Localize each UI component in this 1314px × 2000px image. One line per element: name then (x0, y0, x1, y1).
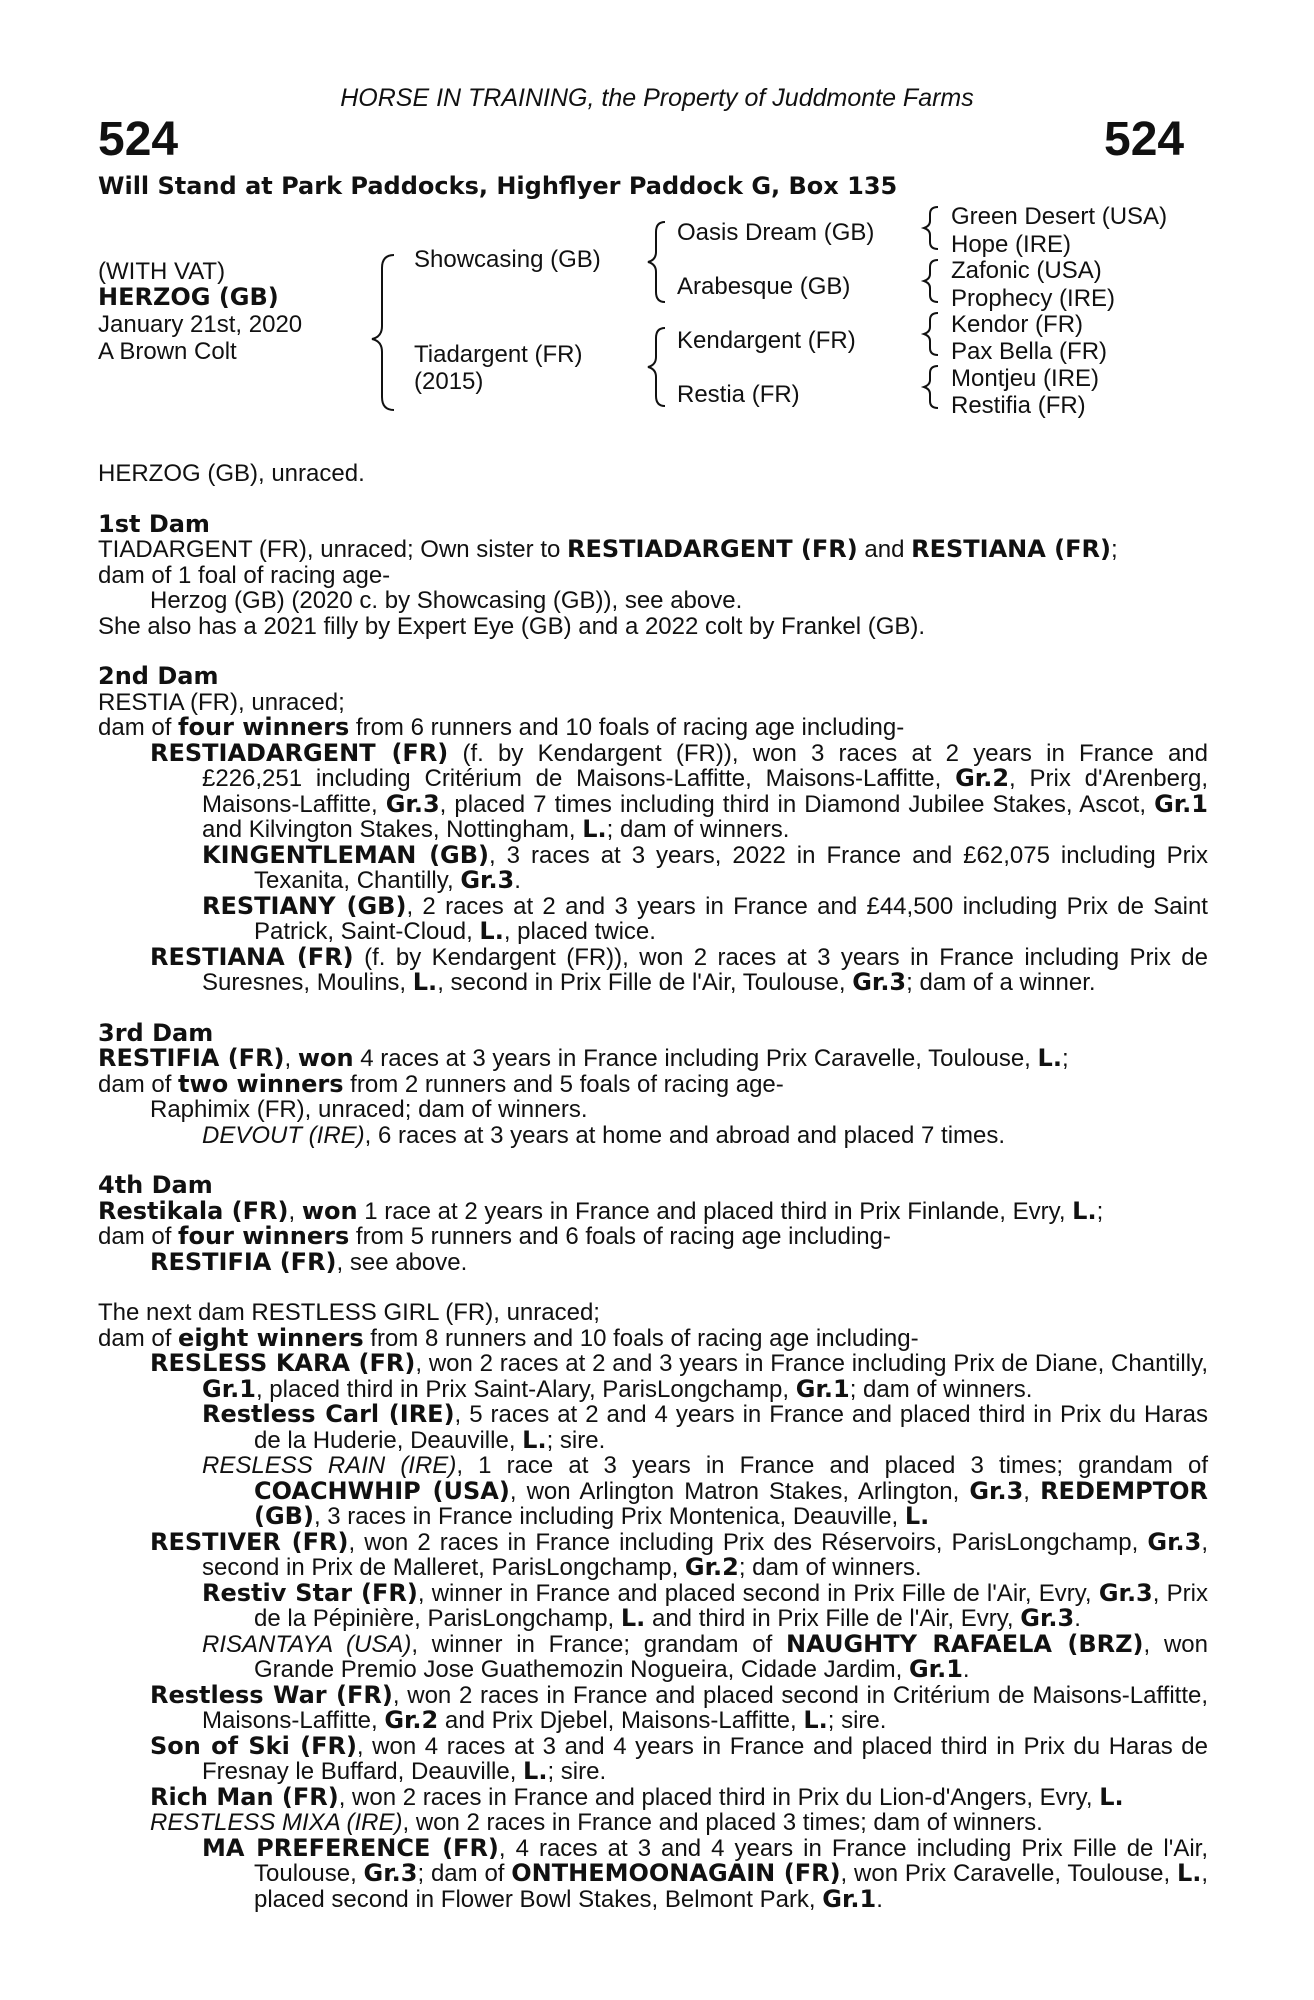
produce-son-of-ski: Son of Ski (FR), won 4 races at 3 and 4 years in France and placed third in Prix du Haras de Fresnay le Buffard, Deauville, L.; sire. (150, 1731, 1209, 1785)
horse-description: A Brown Colt (98, 338, 237, 365)
sire: Showcasing (GB) (414, 246, 601, 273)
produce-resless-rain: RESLESS RAIN (IRE), 1 race at 3 years in France and placed 3 times; grandam of COACHWHIP (USA), won Arlington Matron Stakes, Arlington, Gr.3, REDEMPTOR (GB), 3 races in France including Prix Montenica, Deauville, L. (202, 1452, 1208, 1530)
brace-gen2-top (648, 222, 665, 302)
produce-resless-kara: RESLESS KARA (FR), won 2 races at 2 and 3 years in France including Prix de Diane, Chantilly, Gr.1, placed third in Prix Saint-Alary, ParisLongchamp, Gr.1; dam of winners. (150, 1349, 1208, 1403)
stand-location: Will Stand at Park Paddocks, Highflyer Paddock G, Box 135 (98, 172, 898, 200)
produce-devout: DEVOUT (IRE), 6 races at 3 years at home and abroad and placed 7 times. (202, 1121, 1006, 1149)
produce-kingentleman: KINGENTLEMAN (GB), 3 races at 3 years, 2022 in France and £62,075 including Prix Texanita, Chantilly, Gr.3. (202, 840, 1208, 894)
produce-risantaya: RISANTAYA (USA), winner in France; grandam of NAUGHTY RAFAELA (BRZ), won Grande Premio Jose Guathemozin Nogueira, Cidade Jardim, Gr.1. (202, 1629, 1208, 1683)
dam: Tiadargent (FR) (414, 341, 583, 368)
horse-dob: January 21st, 2020 (98, 311, 303, 338)
produce-restless-war: Restless War (FR), won 2 races in France and placed second in Critérium de Maisons-Laffitte, Maisons-Laffitte, Gr.2 and Prix Djebel, Maisons-Laffitte, L.; sire. (150, 1680, 1208, 1734)
first-dam-foals: dam of 1 foal of racing age- (98, 561, 391, 589)
produce-restiany: RESTIANY (GB), 2 races at 2 and 3 years in France and £44,500 including Prix de Saint Patrick, Saint-Cloud, L., placed twice. (202, 891, 1208, 945)
gen3-3: Zafonic (USA) (951, 257, 1102, 284)
horse-name: HERZOG (GB) (98, 283, 279, 311)
third-dam-line: RESTIFIA (FR), won 4 races at 3 years in France including Prix Caravelle, Toulouse, L.; (98, 1044, 1069, 1072)
gen3-8: Restifia (FR) (951, 392, 1086, 419)
fourth-dam-line: Restikala (FR), won 1 race at 2 years in France and placed third in Prix Finlande, Evry, L.; (98, 1196, 1104, 1225)
first-dam-heading: 1st Dam (98, 509, 210, 538)
second-dam-heading: 2nd Dam (98, 662, 219, 690)
gen3-7: Montjeu (IRE) (951, 365, 1100, 392)
brace-gen3-3 (924, 313, 938, 355)
lot-number-right: 524 (1104, 113, 1185, 166)
brace-gen3-4 (924, 366, 938, 408)
gen3-4: Prophecy (IRE) (951, 285, 1116, 312)
produce-restless-mixa: RESTLESS MIXA (IRE), won 2 races in France and placed 3 times; dam of winners. (150, 1809, 1043, 1836)
dam-dam: Restia (FR) (677, 381, 800, 408)
next-dam-line: The next dam RESTLESS GIRL (FR), unraced; (98, 1299, 600, 1326)
catalogue-body (98, 461, 1208, 1912)
third-dam-winners: dam of two winners from 2 runners and 5 foals of racing age- (98, 1069, 784, 1098)
gen3-5: Kendor (FR) (951, 311, 1084, 338)
first-dam-line: TIADARGENT (FR), unraced; Own sister to RESTIADARGENT (FR) and RESTIANA (FR); (98, 535, 1118, 563)
next-dam-winners: dam of eight winners from 8 runners and 10 foals of racing age including- (98, 1323, 919, 1352)
sire-dam: Arabesque (GB) (677, 273, 851, 300)
dam-year: (2015) (414, 368, 484, 395)
produce-restiv-star: Restiv Star (FR), winner in France and placed second in Prix Fille de l'Air, Evry, Gr.3, Prix de la Pépinière, ParisLongchamp, L. and third in Prix Fille de l'Air, Evry, Gr.3. (202, 1578, 1208, 1632)
first-dam-also: She also has a 2021 filly by Expert Eye (GB) and a 2022 colt by Frankel (GB). (98, 612, 926, 640)
second-dam-winners: dam of four winners from 6 runners and 10 foals of racing age including- (98, 713, 905, 741)
produce-restiver: RESTIVER (FR), won 2 races in France including Prix des Réservoirs, ParisLongchamp, Gr.3, second in Prix de Malleret, ParisLongchamp, Gr.2; dam of winners. (150, 1527, 1208, 1581)
second-dam-line: RESTIA (FR), unraced; (98, 688, 345, 716)
produce-restifia: RESTIFIA (FR), see above. (150, 1247, 468, 1276)
sire-sire: Oasis Dream (GB) (677, 219, 875, 246)
fourth-dam-heading: 4th Dam (98, 1171, 213, 1199)
produce-ma-preference: MA PREFERENCE (FR), 4 races at 3 and 4 years in France including Prix Fille de l'Air, Toulouse, Gr.3; dam of ONTHEMOONAGAIN (FR), won Prix Caravelle, Toulouse, L., placed second in Flower Bowl Stakes, Belmont Park, Gr.1. (202, 1833, 1209, 1913)
first-dam-produce: Herzog (GB) (2020 c. by Showcasing (GB)), see above. (150, 587, 743, 614)
brace-gen2-bottom (648, 328, 665, 406)
gen3-2: Hope (IRE) (951, 231, 1072, 258)
dam-sire: Kendargent (FR) (677, 327, 856, 354)
gen3-1: Green Desert (USA) (951, 203, 1168, 230)
produce-restiana: RESTIANA (FR) (f. by Kendargent (FR)), won 2 races at 3 years in France including Prix de Suresnes, Moulins, L., second in Prix Fille de l'Air, Toulouse, Gr.3; dam of a winner. (150, 942, 1208, 996)
gen3-6: Pax Bella (FR) (951, 338, 1108, 365)
brace-gen1 (372, 255, 394, 410)
third-dam-heading: 3rd Dam (98, 1018, 214, 1047)
produce-rich-man: Rich Man (FR), won 2 races in France and placed third in Prix du Lion-d'Angers, Evry, L. (150, 1782, 1124, 1811)
fourth-dam-winners: dam of four winners from 5 runners and 6 foals of racing age including- (98, 1222, 891, 1250)
brace-gen3-2 (924, 260, 938, 302)
produce-restiadargent: RESTIADARGENT (FR) (f. by Kendargent (FR)), won 3 races at 2 years in France and £226,251 including Critérium de Maisons-Laffitte, Maisons-Laffitte, Gr.2, Prix d'Arenberg, Maisons-Laffitte, Gr.3, placed 7 times including third in Diamond Jubilee Stakes, Ascot, Gr.1 and Kilvington Stakes, Nottingham, L.; dam of winners. (150, 738, 1209, 843)
horse-vat: (WITH VAT) (98, 258, 226, 285)
race-record: HERZOG (GB), unraced. (98, 460, 365, 487)
lot-number-left: 524 (98, 113, 179, 166)
produce-raphimix: Raphimix (FR), unraced; dam of winners. (150, 1096, 588, 1123)
brace-gen3-1 (924, 207, 938, 249)
page-header-title: HORSE IN TRAINING, the Property of Juddmonte Farms (340, 84, 974, 112)
produce-restless-carl: Restless Carl (IRE), 5 races at 2 and 4 years in France and placed third in Prix du Haras de la Huderie, Deauville, L.; sire. (202, 1400, 1208, 1454)
